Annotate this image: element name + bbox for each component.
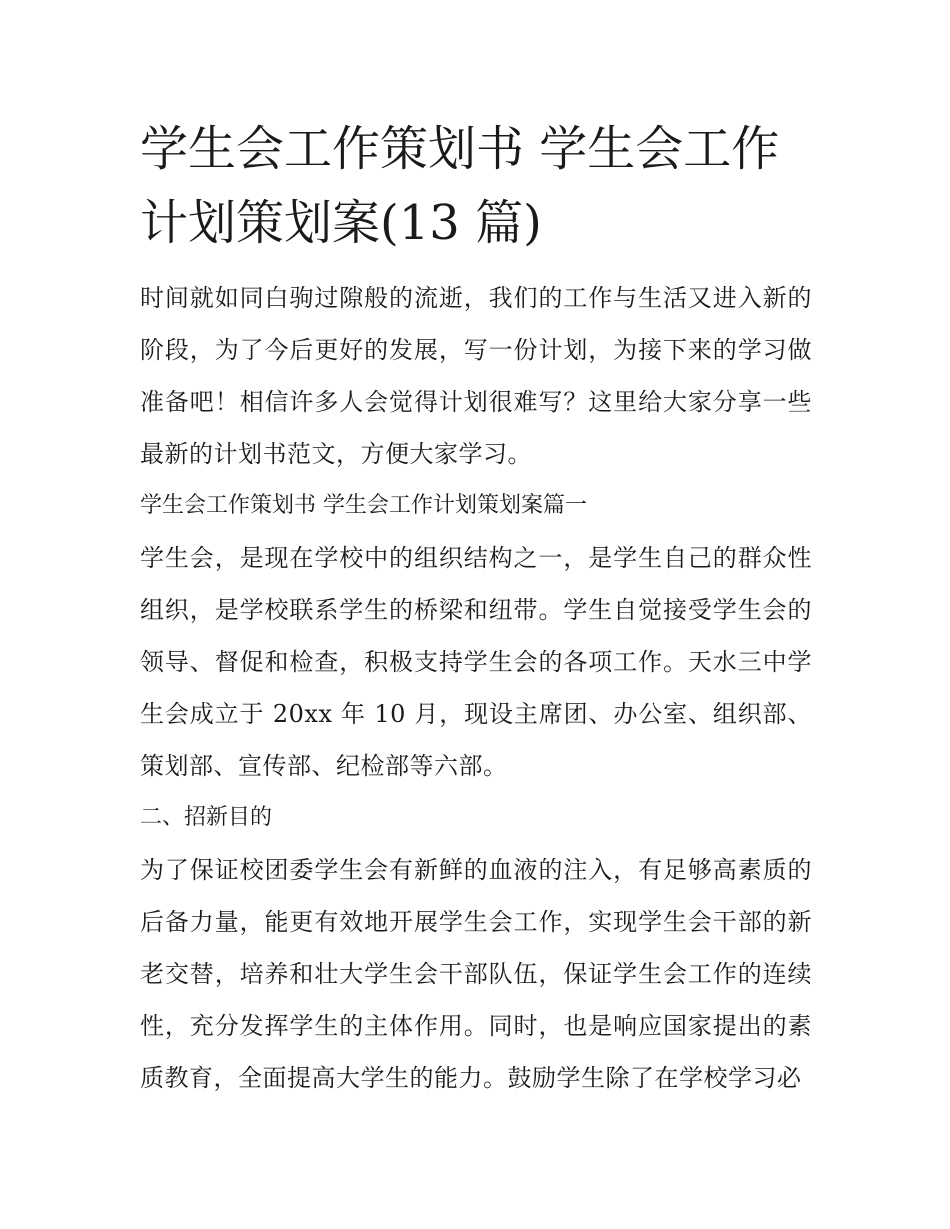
document-title: 学生会工作策划书 学生会工作计划策划案(13 篇) — [140, 121, 780, 251]
recruitment-purpose-paragraph: 为了保证校团委学生会有新鲜的血液的注入，有足够高素质的后备力量，能更有效地开展学生会工作，实现学生会干部的新老交替，培养和壮大学生会干部队伍，保证学生会工作的连续性，充分发挥学生的主体作用。同时，也是响应国家提出的素质教育，全面提高大学生的能力。鼓励学生除了在学校学习必 — [140, 856, 812, 1092]
student-union-paragraph: 学生会，是现在学校中的组织结构之一，是学生自己的群众性组织，是学校联系学生的桥梁和纽带。学生自觉接受学生会的领导、督促和检查，积极支持学生会的各项工作。天水三中学生会成立于 20xx 年 10 月，现设主席团、办公室、组织部、策划部、宣传部、纪检部等六部。 — [140, 544, 812, 780]
document-page — [140, 112, 812, 1104]
intro-paragraph: 时间就如同白驹过隙般的流逝，我们的工作与生活又进入新的阶段，为了今后更好的发展，写一份计划，为接下来的学习做准备吧！相信许多人会觉得计划很难写？这里给大家分享一些最新的计划书范文，方便大家学习。 — [140, 284, 812, 468]
section-heading-2: 二、招新目的 — [140, 805, 273, 830]
section-heading-1: 学生会工作策划书 学生会工作计划策划案篇一 — [140, 493, 587, 518]
